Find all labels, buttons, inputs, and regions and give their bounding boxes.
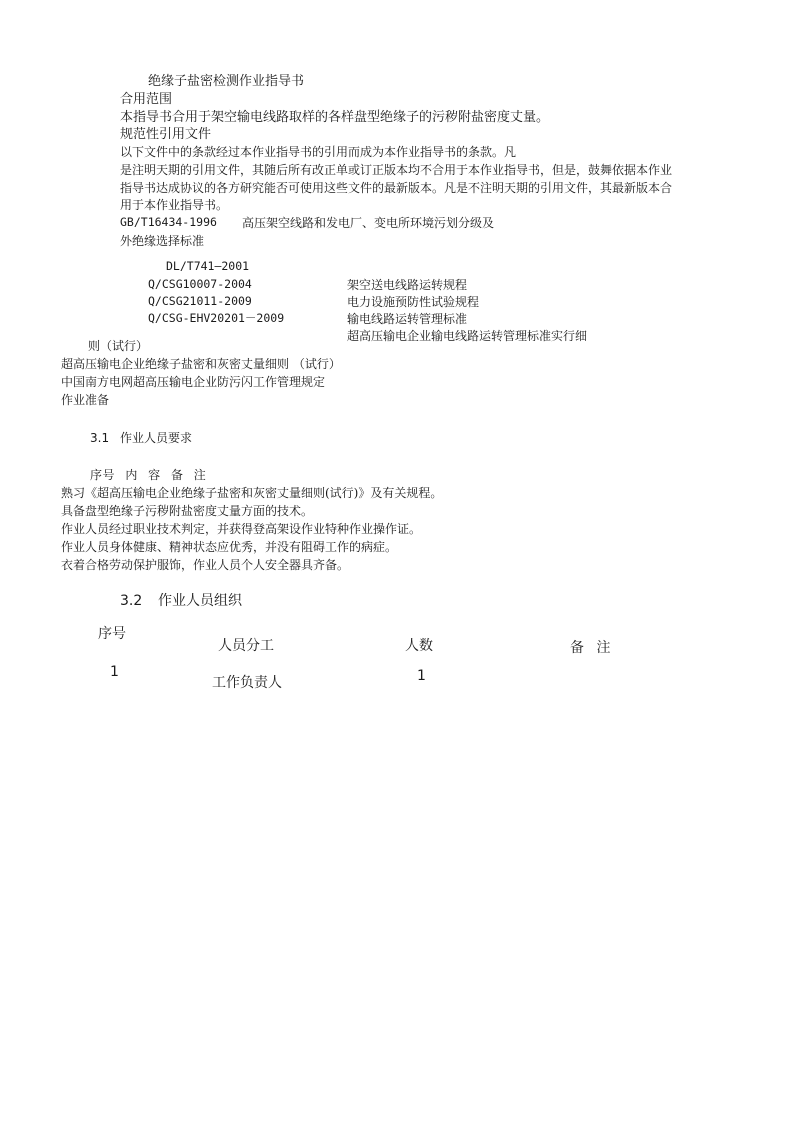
reference-title: 电力设施预防性试验规程 [347, 295, 480, 309]
org-header-count: 人数 [405, 638, 433, 654]
reference-code: Q/CSG21011-2009 [148, 294, 252, 308]
requirements-table-header: 序号 内 容 备 注 [90, 468, 207, 482]
reference-code-dl: DL/T741—2001 [166, 259, 250, 273]
requirement-item: 具备盘型绝缘子污秽附盐密度丈量方面的技术。 [61, 504, 314, 518]
reference-title: 输电线路运转管理标准 [347, 312, 468, 326]
references-paragraph-line: 是注明天期的引用文件，其随后所有改正单或订正版本均不合用于本作业指导书，但是，鼓舞依据本作业 [120, 163, 673, 177]
references-heading: 规范性引用文件 [120, 127, 212, 142]
references-paragraph-line: 指导书达成协议的各方研究能否可使用这些文件的最新版本。凡是不注明天期的引用文件，其最新版本合 [120, 181, 673, 195]
requirement-item: 衣着合格劳动保护服饰，作业人员个人安全器具齐备。 [61, 558, 350, 572]
document-title: 绝缘子盐密检测作业指导书 [148, 74, 305, 89]
section-3-2-number: 3.2 [120, 593, 143, 609]
requirement-item: 熟习《超高压输电企业绝缘子盐密和灰密丈量细则(试行)》及有关规程。 [61, 486, 443, 500]
reference-title-gb-cont: 外绝缘选择标准 [120, 234, 205, 248]
org-row-count: 1 [417, 668, 426, 684]
reference-extra: 中国南方电网超高压输电企业防污闪工作管理规定 [61, 375, 326, 389]
reference-title-trailing: 超高压输电企业输电线路运转管理标准实行细 [347, 329, 588, 343]
scope-body: 本指导书合用于架空输电线路取样的各样盘型绝缘子的污秽附盐密度丈量。 [120, 110, 550, 125]
org-row-number: 1 [110, 664, 119, 680]
org-header-role: 人员分工 [218, 638, 274, 654]
org-header-number: 序号 [98, 626, 126, 642]
reference-title-gb: 高压架空线路和发电厂、变电所环境污划分级及 [242, 216, 495, 230]
preparation-heading: 作业准备 [61, 393, 110, 407]
reference-extra: 超高压输电企业绝缘子盐密和灰密丈量细则 （试行） [61, 357, 341, 371]
reference-code-gb: GB/T16434-1996 [120, 215, 217, 229]
section-3-1-number: 3.1 [90, 431, 110, 445]
section-3-2-title: 作业人员组织 [158, 593, 242, 609]
requirement-item: 作业人员经过职业技术判定，并获得登高架设作业特种作业操作证。 [61, 522, 422, 536]
reference-code: Q/CSG-EHV20201－2009 [148, 311, 285, 325]
reference-title: 架空送电线路运转规程 [347, 278, 468, 292]
section-3-1-title: 作业人员要求 [120, 431, 193, 445]
scope-heading: 合用范围 [120, 92, 173, 107]
org-header-note: 备 注 [570, 640, 615, 656]
requirement-item: 作业人员身体健康、精神状态应优秀，并没有阻碍工作的病症。 [61, 540, 398, 554]
reference-code: Q/CSG10007-2004 [148, 277, 252, 291]
reference-title-trailing-cont: 则（试行） [88, 339, 149, 353]
org-row-role: 工作负责人 [212, 675, 282, 691]
references-paragraph-line: 以下文件中的条款经过本作业指导书的引用而成为本作业指导书的条款。凡 [120, 145, 517, 159]
references-paragraph-line: 用于本作业指导书。 [120, 198, 229, 212]
